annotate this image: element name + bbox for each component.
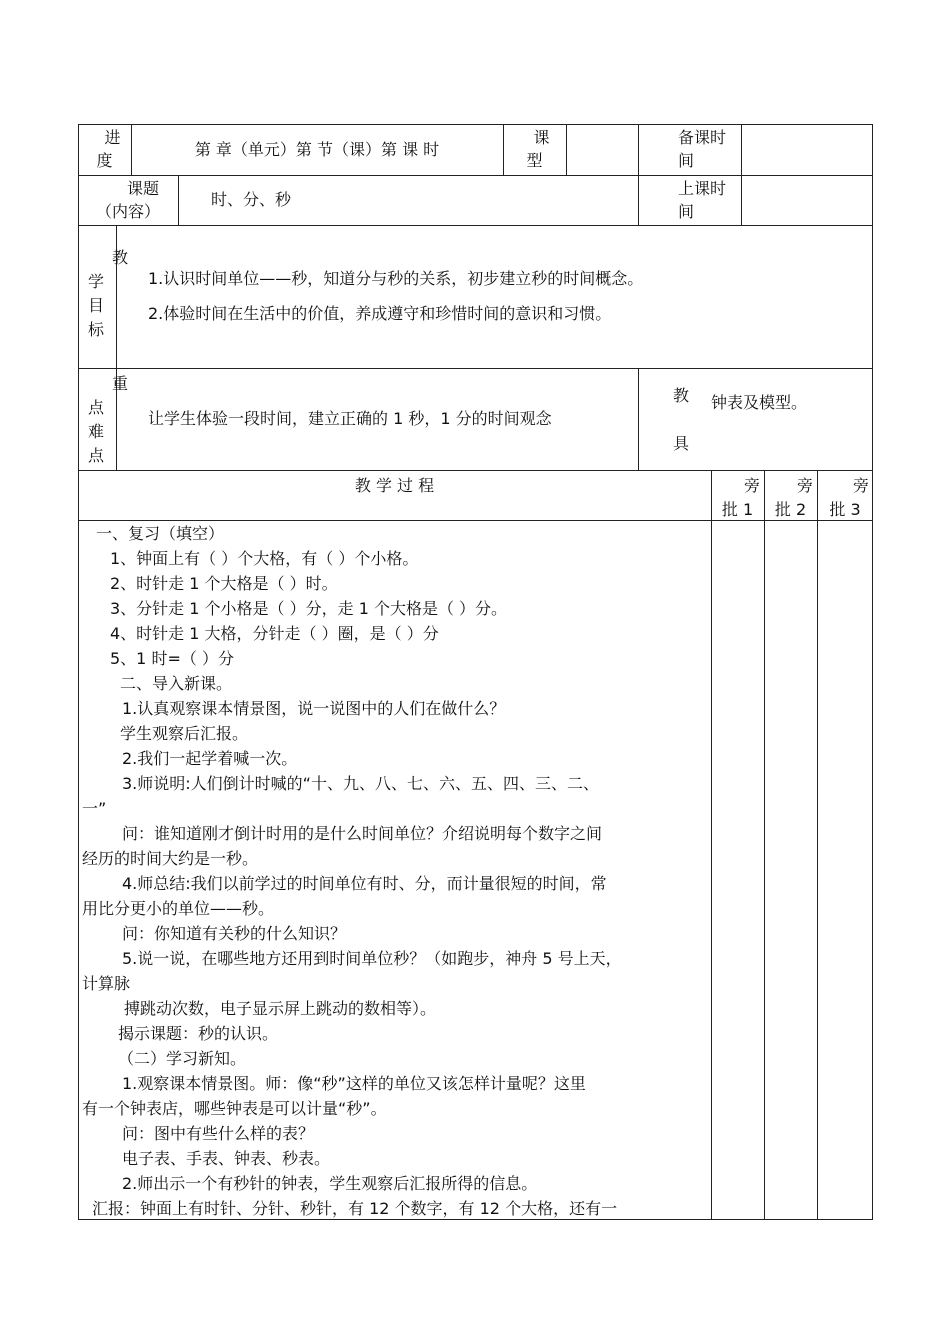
note-header-2: 旁 批 2 [774,476,813,519]
col-divider [178,175,179,225]
row-divider [78,470,873,471]
topic-label: 课题 （内容） [95,179,160,221]
process-line: 经历的时间大约是一秒。 [82,849,259,868]
goals-label: 教 学 目 标 [88,248,129,339]
process-line: 一” [82,799,107,818]
class-time-label: 上课时 间 [678,179,727,221]
process-line: 4.师总结:我们以前学过的时间单位有时、分，而计量很短的时间，常 [122,874,607,893]
col-divider [566,124,567,175]
prep-time-label: 备课时 间 [678,128,727,170]
process-line: 汇报：钟面上有时针、分针、秒针，有 12 个数字，有 12 个大格，还有一 [92,1199,618,1218]
focus-label: 重 点 难 点 [88,374,129,465]
process-line: 问：谁知道刚才倒计时用的是什么时间单位？介绍说明每个数字之间 [122,824,603,843]
row-divider [78,175,873,176]
process-line: 3、分针走 1 个小格是（ ）分，走 1 个大格是（ ）分。 [110,599,508,618]
process-line: 2、时针走 1 个大格是（ ）时。 [110,574,338,593]
process-line: 1、钟面上有（ ）个大格，有（ ）个小格。 [110,549,419,568]
process-line: 一、复习（填空） [96,524,225,543]
col-divider [817,470,818,1220]
process-line: 4、时针走 1 大格，分针走（ ）圈，是（ ）分 [110,624,439,643]
process-line: 1.观察课本情景图。师：像“秒”这样的单位又该怎样计量呢？这里 [122,1074,586,1093]
progress-label: 进 度 [96,128,121,170]
chapter-line: 第 章（单元）第 节（课）第 课 时 [194,140,440,159]
goal-item: 1.认识时间单位——秒，知道分与秒的关系，初步建立秒的时间概念。 [148,269,644,288]
process-line: 5.说一说，在哪些地方还用到时间单位秒？（如跑步，神舟 5 号上天， [122,949,622,968]
col-divider [741,124,742,225]
col-divider [638,368,639,470]
process-line: 用比分更小的单位——秒。 [82,899,275,918]
tools-label: 教 具 [673,386,690,453]
topic-value: 时、分、秒 [211,190,292,209]
process-title: 教 学 过 程 [354,476,435,495]
process-line: 2.我们一起学着喊一次。 [122,749,298,768]
col-divider [638,124,639,225]
note-header-1: 旁 批 1 [721,476,760,519]
process-line: 有一个钟表店，哪些钟表是可以计量“秒”。 [82,1099,387,1118]
col-divider [711,470,712,1220]
process-line: （二）学习新知。 [118,1049,247,1068]
type-label: 课 型 [526,128,550,170]
note-header-3: 旁 批 3 [829,476,869,519]
process-line: 揭示课题：秒的认识。 [118,1024,279,1043]
row-divider [78,368,873,369]
process-line: 学生观察后汇报。 [120,724,249,743]
process-line: 5、1 时=（ ）分 [110,649,234,668]
process-line: 电子表、手表、钟表、秒表。 [122,1149,331,1168]
focus-value: 让学生体验一段时间，建立正确的 1 秒，1 分的时间观念 [148,409,552,428]
process-line: 搏跳动次数，电子显示屏上跳动的数相等）。 [124,999,437,1018]
process-body [78,521,711,1220]
col-divider [764,470,765,1220]
row-divider [78,225,873,226]
tools-value: 钟表及模型。 [711,393,808,412]
goal-item: 2.体验时间在生活中的价值，养成遵守和珍惜时间的意识和习惯。 [148,304,612,323]
process-line: 2.师出示一个有秒针的钟表，学生观察后汇报所得的信息。 [122,1174,538,1193]
process-line: 3.师说明:人们倒计时喊的“十、九、八、七、六、五、四、三、二、 [122,774,599,793]
process-line: 问：你知道有关秒的什么知识？ [122,924,347,943]
process-line: 计算脉 [82,974,131,993]
process-line: 问：图中有些什么样的表？ [122,1124,315,1143]
process-line: 二、导入新课。 [120,674,233,693]
process-line: 1.认真观察课本情景图，说一说图中的人们在做什么？ [122,699,506,718]
